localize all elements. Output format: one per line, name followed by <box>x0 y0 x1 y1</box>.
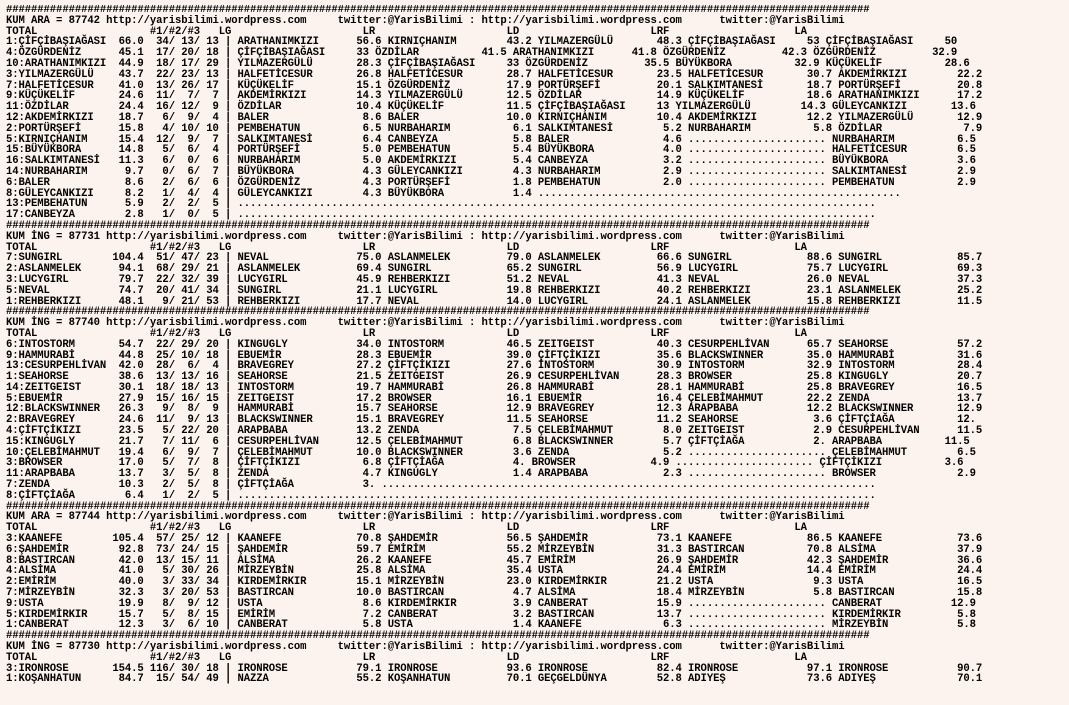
data-line: 3:KAANEFE 105.4 57/ 25/ 12 | KAANEFE 70.8 ŞAHDEMİR 56.5 ŞAHDEMİR 73.1 KAANEFE 86.5 KAANEFE 73.6 <box>6 533 983 546</box>
data-line: 17:CANBEYZA 2.8 1/ 0/ 5 | ...................................................................................................... <box>6 209 876 222</box>
data-line: 9:USTA 19.9 8/ 9/ 12 | USTA 8.6 KIRDEMİRKIR 3.9 CANBERAT 15.9 ...................... CANBERAT 12.9 <box>6 597 976 610</box>
data-line: 11:ÖZDİLAR 24.4 16/ 12/ 9 | ÖZDİLAR 10.4 KÜÇÜKELİF 11.5 ÇİFÇİBAŞIAĞASI 13 YILMAZERGÜLÜ 14.3 GÜLEYCANKIZI 13.6 <box>6 101 976 114</box>
data-line: 6:BALER 8.6 2/ 6/ 6 | ÖZGÜRDENİZ 4.3 PORTÜRŞEFİ 1.8 PEMBEHATUN 2.0 ...................... PEMBEHATUN 2.9 <box>6 176 976 189</box>
text-document <box>6 5 1066 705</box>
data-line: 3:LUCYGIRL 79.7 22/ 32/ 39 | LUCYGIRL 45.9 REHBERKIZI 51.2 NEVAL 41.3 NEVAL 26.0 NEVAL 37.3 <box>6 273 983 286</box>
column-header-line: TOTAL #1/#2/#3 LG LR LD LRF LA <box>6 241 807 254</box>
separator-line: ########################################################################################################################################## <box>6 500 870 513</box>
separator-line: ########################################################################################################################################## <box>6 306 870 319</box>
race-header-line: KUM İNG = 87731 http://yarisbilimi.wordpress.com twitter:@YarisBilimi : http://yarisbilimi.wordpress.com twitter:@YarisBilimi <box>6 230 845 243</box>
data-line: 7:SUNGIRL 104.4 51/ 47/ 23 | NEVAL 75.0 ASLANMELEK 79.0 ASLANMELEK 66.6 SUNGIRL 88.6 SUNGIRL 85.7 <box>6 252 983 265</box>
data-line: 1:SEAHORSE 38.6 13/ 13/ 16 | SEAHORSE 21.5 ZEITGEIST 26.9 CESURPEHLİVAN 28.3 BROWSER 25.8 KINGUGLY 20.7 <box>6 371 983 384</box>
data-line: 5:KIRDEMİRKIR 15.7 5/ 8/ 15 | EMİRİM 7.2 CANBERAT 3.2 BASTIRCAN 13.7 ...................... KIRDEMİRKIR 5.8 <box>6 608 976 621</box>
column-header-line: TOTAL #1/#2/#3 LG LR LD LRF LA <box>6 522 807 535</box>
data-line: 5:KIRNIÇHANIM 15.4 12/ 9/ 7 | SALKIMTANESİ 6.4 CANBEYZA 5.8 BALER 4.6 ...................... NURBAHARIM 6.5 <box>6 133 976 146</box>
data-line: 2:EMİRİM 40.0 3/ 33/ 34 | KIRDEMİRKIR 15.1 MİRZEYBİN 23.0 KIRDEMİRKIR 21.2 USTA 9.3 USTA 16.5 <box>6 576 983 589</box>
data-line: 8:GÜLEYCANKIZI 8.2 1/ 4/ 4 | GÜLEYCANKIZI 4.3 BÜYÜKBORA 1.4 .......................................................... <box>6 187 901 200</box>
data-line: 10:ÇELEBİMAHMUT 19.4 6/ 9/ 7 | ÇELEBİMAHMUT 10.0 BLACKSWINNER 3.6 ZENDA 5.2 ...................... ÇELEBİMAHMUT 6.5 <box>6 446 976 459</box>
data-line: 3:IRONROSE 154.5 116/ 30/ 18 | IRONROSE 79.1 IRONROSE 93.6 IRONROSE 82.4 IRONROSE 97.1 IRONROSE 90.7 <box>6 662 983 675</box>
data-line: 1:KOŞANHATUN 84.7 15/ 54/ 49 | NAZZA 55.2 KOŞANHATUN 70.1 GEÇGELDÜNYA 52.8 ADIYEŞ 73.6 ADIYEŞ 70.1 <box>6 673 983 686</box>
data-line: 7:MİRZEYBİN 32.3 3/ 20/ 53 | BASTIRCAN 10.0 BASTIRCAN 4.7 ALSİMA 18.4 MİRZEYBİN 5.8 BASTIRCAN 15.8 <box>6 587 983 600</box>
data-line: 14:ZEITGEIST 30.1 18/ 18/ 13 | INTOSTORM 19.7 HAMMURABİ 26.8 HAMMURABİ 28.1 HAMMURABİ 25.8 BRAVEGREY 16.5 <box>6 381 983 394</box>
data-line: 9:HAMMURABİ 44.8 25/ 10/ 18 | EBUEMİR 28.3 EBUEMİR 39.0 ÇİFTÇİKIZI 35.6 BLACKSWINNER 35.0 HAMMURABİ 31.6 <box>6 349 983 362</box>
separator-line: ########################################################################################################################################## <box>6 219 870 232</box>
data-line: 15:KINGUGLY 21.7 7/ 11/ 6 | CESURPEHLİVAN 12.5 ÇELEBİMAHMUT 6.8 BLACKSWINNER 5.7 ÇİFTÇİAĞA 2. ARAPBABA 11.5 <box>6 435 970 448</box>
race-header-line: KUM ARA = 87744 http://yarisbilimi.wordpress.com twitter:@YarisBilimi : http://yarisbilimi.wordpress.com twitter:@YarisBilimi <box>6 511 845 524</box>
data-line: 6:INTOSTORM 54.7 22/ 29/ 20 | KINGUGLY 34.0 INTOSTORM 46.5 ZEITGEIST 40.3 CESURPEHLİVAN 65.7 SEAHORSE 57.2 <box>6 338 983 351</box>
data-line: 13:CESURPEHLİVAN 42.0 28/ 6/ 4 | BRAVEGREY 27.2 ÇİFTÇİKIZI 27.6 İNTOSTORM 30.9 INTOSTORM 32.9 INTOSTORM 28.4 <box>6 360 983 373</box>
data-line: 8:ÇİFTÇİAĞA 6.4 1/ 2/ 5 | ...................................................................................................... <box>6 489 876 502</box>
data-line: 3:YILMAZERGÜLÜ 43.7 22/ 23/ 13 | HALFETİCESUR 26.8 HALFETİCESUR 28.7 HALFETİCESUR 23.5 HALFETİCESUR 30.7 AKDEMİRKIZI 22.2 <box>6 68 983 81</box>
data-line: 3:BROWSER 17.0 5/ 7/ 8 | ÇİFTÇİKIZI 6.8 ÇİFTÇİAĞA 4. BROWSER 4.9 ...................... ÇİFTÇİKIZI 3.6 <box>6 457 964 470</box>
data-line: 14:NURBAHARIM 9.7 0/ 6/ 7 | BÜYÜKBORA 4.3 GÜLEYCANKIZI 4.3 NURBAHARIM 2.9 ...................... SALKIMTANESİ 2.9 <box>6 165 976 178</box>
data-line: 11:ARAPBABA 13.7 3/ 5/ 8 | ZENDA 4.7 KINGUGLY 1.4 ARAPBABA 2.3 ...................... BROWSER 2.9 <box>6 468 976 481</box>
separator-line: ########################################################################################################################################## <box>6 5 870 16</box>
data-line: 12:AKDEMİRKIZI 18.7 6/ 9/ 4 | BALER 8.6 BALER 10.0 KIRNIÇHANIM 10.4 AKDEMİRKIZI 12.2 YILMAZERGÜLÜ 12.9 <box>6 111 983 124</box>
data-line: 1:ÇİFÇİBAŞIAĞASI 66.0 34/ 13/ 13 | ARATHANIMKIZI 56.6 KIRNIÇHANIM 43.2 YILMAZERGÜLÜ 48.3 ÇİFÇİBAŞIAĞASI 53 ÇİFÇİBAŞIAĞASI 50 <box>6 36 958 49</box>
data-line: 2:ASLANMELEK 94.1 68/ 29/ 21 | ASLANMELEK 69.4 SUNGIRL 65.2 SUNGIRL 56.9 LUCYGIRL 75.7 LUCYGIRL 69.3 <box>6 263 983 276</box>
column-header-line: TOTAL #1/#2/#3 LG LR LD LRF LA <box>6 651 807 664</box>
column-header-line: TOTAL #1/#2/#3 LG LR LD LRF LA <box>6 327 807 340</box>
data-line: 4:ALSİMA 41.0 5/ 30/ 26 | MİRZEYBİN 25.8 ALSİMA 35.4 USTA 24.4 EMİRİM 14.4 EMİRİM 24.4 <box>6 565 983 578</box>
data-line: 1:REHBERKIZI 48.1 9/ 21/ 53 | REHBERKIZI 17.7 NEVAL 14.0 LUCYGIRL 24.1 ASLANMELEK 15.8 REHBERKIZI 11.5 <box>6 295 983 308</box>
data-line: 4:ÖZGÜRDENİZ 45.1 17/ 20/ 18 | ÇİFÇİBAŞIAĞASI 33 ÖZDİLAR 41.5 ARATHANIMKIZI 41.8 ÖZGÜRDENİZ 42.3 ÖZGÜRDENİZ 32.9 <box>6 47 958 60</box>
race-header-line: KUM İNG = 87730 http://yarisbilimi.wordpress.com twitter:@YarisBilimi : http://yarisbilimi.wordpress.com twitter:@YarisBilimi <box>6 641 845 654</box>
column-header-line: TOTAL #1/#2/#3 LG LR LD LRF LA <box>6 25 807 38</box>
data-line: 1:CANBERAT 12.3 3/ 6/ 10 | CANBERAT 5.8 USTA 1.4 KAANEFE 6.3 ...................... MİRZEYBİN 5.8 <box>6 619 976 632</box>
data-line: 12:BLACKSWINNER 26.3 9/ 8/ 9 | HAMMURABİ 15.7 SEAHORSE 12.9 BRAVEGREY 12.3 ARAPBABA 12.2 BLACKSWINNER 12.9 <box>6 403 983 416</box>
race-header-line: KUM İNG = 87740 http://yarisbilimi.wordpress.com twitter:@YarisBilimi : http://yarisbilimi.wordpress.com twitter:@YarisBilimi <box>6 317 845 330</box>
data-line: 9:KÜÇÜKELİF 24.6 11/ 7/ 7 | AKDEMİRKIZI 14.3 YILMAZERGÜLÜ 12.5 ÖZDİLAR 14.9 KÜÇÜKELİF 18.6 ARATHANIMKIZI 17.2 <box>6 90 983 103</box>
race-header-line: KUM ARA = 87742 http://yarisbilimi.wordpress.com twitter:@YarisBilimi : http://yarisbilimi.wordpress.com twitter:@YarisBilimi <box>6 14 845 27</box>
data-line: 16:SALKIMTANESİ 11.3 6/ 0/ 6 | NURBAHARIM 5.0 AKDEMİRKIZI 5.4 CANBEYZA 3.2 ...................... BÜYÜKBORA 3.6 <box>6 155 976 168</box>
data-line: 15:BÜYÜKBORA 14.8 5/ 6/ 4 | PORTÜRŞEFİ 5.0 PEMBEHATUN 5.4 BÜYÜKBORA 4.0 ...................... HALFETİCESUR 6.5 <box>6 144 976 157</box>
data-line: 5:EBUEMİR 27.9 15/ 16/ 15 | ZEITGEIST 17.2 BROWSER 16.1 EBUEMİR 16.4 ÇELEBİMAHMUT 22.2 ZENDA 13.7 <box>6 392 983 405</box>
data-line: 7:ZENDA 10.3 2/ 5/ 8 | ÇİFTÇİAĞA 3. ............................................................................... <box>6 479 876 492</box>
data-line: 6:ŞAHDEMİR 92.8 73/ 24/ 15 | ŞAHDEMİR 59.7 EMİRİM 55.2 MİRZEYBİN 31.3 BASTIRCAN 70.8 ALSİMA 37.9 <box>6 543 983 556</box>
data-line: 8:BASTIRCAN 42.0 13/ 15/ 11 | ALSİMA 26.2 KAANEFE 45.7 EMİRİM 26.9 ŞAHDEMİR 42.3 ŞAHDEMİR 36.6 <box>6 554 983 567</box>
data-line: 13:PEMBEHATUN 5.9 2/ 2/ 5 | ...................................................................................................... <box>6 198 876 211</box>
data-line: 5:NEVAL 74.7 20/ 41/ 34 | SUNGIRL 21.1 LUCYGIRL 19.8 REHBERKIZI 40.2 REHBERKIZI 23.1 ASLANMELEK 25.2 <box>6 284 983 297</box>
data-line: 2:PORTÜRŞEFİ 15.8 4/ 10/ 10 | PEMBEHATUN 6.5 NURBAHARIM 6.1 SALKIMTANESİ 5.2 NURBAHARIM 5.8 ÖZDİLAR 7.9 <box>6 122 983 135</box>
data-line: 4:ÇİFTÇİKIZI 23.5 5/ 22/ 20 | ARAPBABA 13.2 ZENDA 7.5 ÇELEBİMAHMUT 8.0 ZEITGEIST 2.9 CESURPEHLİVAN 11.5 <box>6 425 983 438</box>
data-line: 10:ARATHANIMKIZI 44.9 18/ 17/ 29 | YILMAZERGÜLÜ 28.3 ÇİFÇİBAŞIAĞASI 33 ÖZGÜRDENİZ 35.5 BÜYÜKBORA 32.9 KÜÇÜKELİF 28.6 <box>6 57 970 70</box>
separator-line: ########################################################################################################################################## <box>6 630 870 643</box>
data-line: 7:HALFETİCESUR 41.0 13/ 26/ 17 | KÜÇÜKELİF 15.1 ÖZGÜRDENİZ 17.9 PORTÜRŞEFİ 20.1 SALKIMTANESİ 18.7 PORTÜRŞEFİ 20.8 <box>6 79 983 92</box>
data-line: 2:BRAVEGREY 24.6 11/ 9/ 13 | BLACKSWINNER 15.1 BRAVEGREY 11.5 SEAHORSE 11.2 SEAHORSE 3.6 ÇİFTÇİAĞA 12. <box>6 414 976 427</box>
race-statistics-text <box>6 5 1066 685</box>
